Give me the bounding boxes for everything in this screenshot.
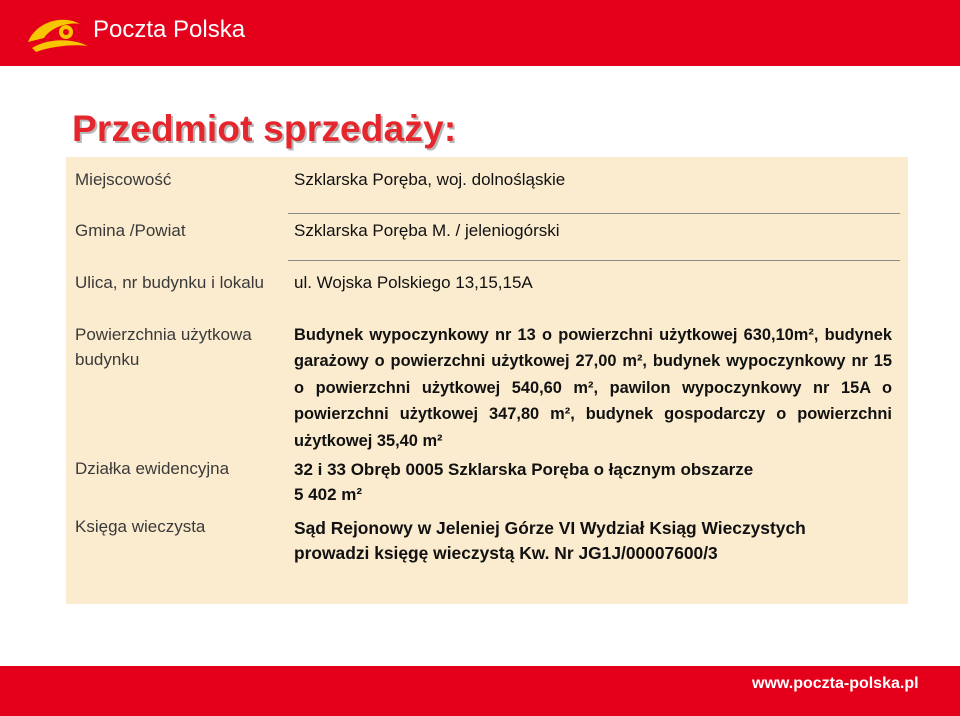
value-municipality: Szklarska Poręba M. / jeleniogórski xyxy=(294,221,560,240)
label-street: Ulica, nr budynku i lokalu xyxy=(75,273,264,292)
label-usable-area-line2: budynku xyxy=(75,350,140,369)
page-title: Przedmiot sprzedaży: xyxy=(72,108,457,149)
value-locality: Szklarska Poręba, woj. dolnośląskie xyxy=(294,170,566,189)
value-usable-area: Budynek wypoczynkowy nr 13 o powierzchni użytkowej 630,10m², budynek garażowy o powierzchni użytkowej 27,00 m², budynek wypoczynkowy nr 15 o powierzchni użytkowej 540,60 m², pawilon wypoczynkowy nr 15A o powierzchni użytkowej 347,80 m², budynek gospodarczy o powierzchni użytkowej 35,40 m² xyxy=(294,326,892,450)
row-separator xyxy=(288,213,900,214)
value-land-register-line1: Sąd Rejonowy w Jeleniej Górze VI Wydział Ksiąg Wieczystych xyxy=(294,518,806,538)
brand-name: Poczta Polska xyxy=(93,16,246,43)
footer-url: www.poczta-polska.pl xyxy=(752,675,919,692)
value-land-register-line2: prowadzi księgę wieczystą Kw. Nr JG1J/00007600/3 xyxy=(294,543,718,563)
label-locality: Miejscowość xyxy=(75,170,172,189)
row-separator xyxy=(288,260,900,261)
label-usable-area-line1: Powierzchnia użytkowa xyxy=(75,325,252,344)
value-plot-line2: 5 402 m² xyxy=(294,485,363,504)
label-land-register: Księga wieczysta xyxy=(75,517,206,536)
label-municipality: Gmina /Powiat xyxy=(75,221,186,240)
label-plot: Działka ewidencyjna xyxy=(75,459,230,478)
value-plot-line1: 32 i 33 Obręb 0005 Szklarska Poręba o łącznym obszarze xyxy=(294,460,754,479)
header-bar xyxy=(0,0,960,66)
value-street: ul. Wojska Polskiego 13,15,15A xyxy=(294,273,533,292)
